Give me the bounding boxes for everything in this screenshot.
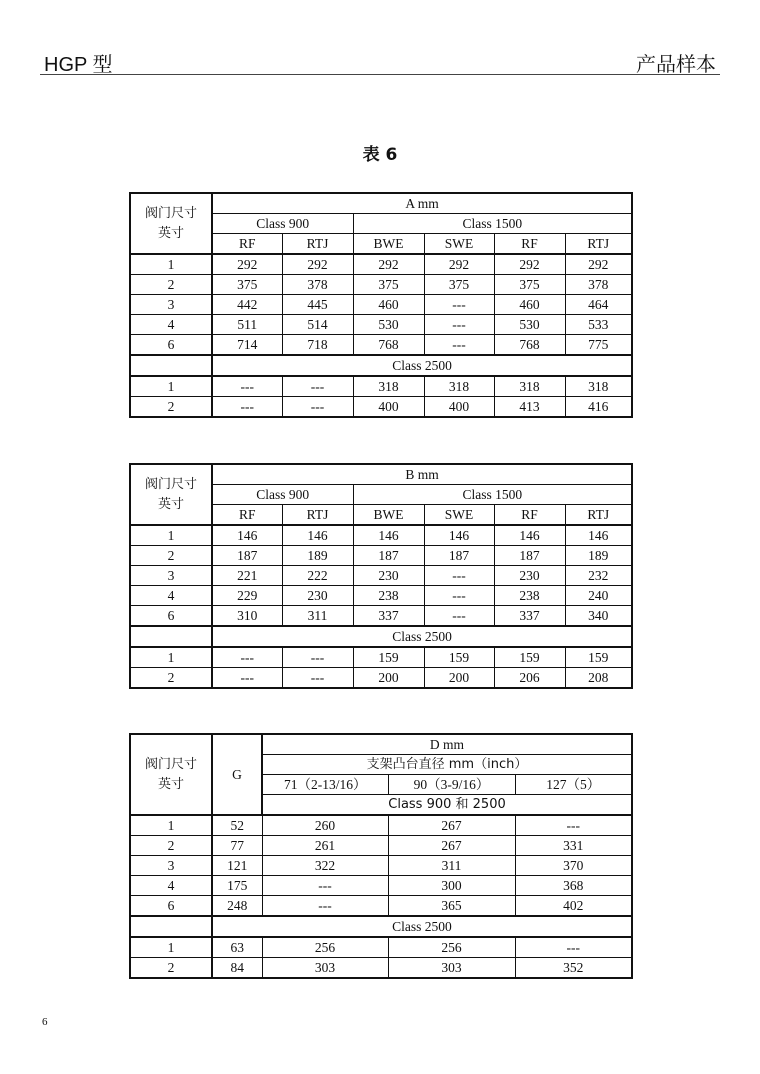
value-cell: 222: [282, 566, 353, 586]
value-cell: 303: [262, 958, 388, 979]
value-cell: 530: [494, 315, 565, 335]
table-row: [130, 958, 632, 979]
value-cell: 159: [494, 647, 565, 668]
value-cell: 331: [515, 836, 632, 856]
value-cell: ---: [282, 397, 353, 418]
column-header: SWE: [424, 234, 494, 255]
value-cell: 337: [494, 606, 565, 627]
size-cell: 2: [130, 668, 212, 689]
value-cell: 230: [353, 566, 424, 586]
size-cell: 2: [130, 836, 212, 856]
header-rule: [40, 74, 720, 75]
value-cell: 378: [565, 275, 632, 295]
size-cell: 1: [130, 815, 212, 836]
value-cell: ---: [424, 315, 494, 335]
size-cell: 1: [130, 254, 212, 275]
size-cell: 4: [130, 586, 212, 606]
value-cell: ---: [212, 668, 282, 689]
page-number: 6: [42, 1016, 48, 1028]
table-title: B mm: [212, 464, 632, 485]
value-cell: 240: [565, 586, 632, 606]
value-cell: ---: [282, 668, 353, 689]
column-header: 127（5）: [515, 775, 632, 795]
table-row: [130, 566, 632, 586]
size-cell: 1: [130, 525, 212, 546]
column-header: RTJ: [565, 234, 632, 255]
g-cell: 121: [212, 856, 262, 876]
value-cell: 189: [565, 546, 632, 566]
value-cell: 238: [494, 586, 565, 606]
value-cell: 400: [353, 397, 424, 418]
class-header: Class 1500: [353, 214, 632, 234]
value-cell: 267: [388, 836, 515, 856]
value-cell: 208: [565, 668, 632, 689]
page-title: 表 6: [362, 145, 398, 165]
table-row: [130, 525, 632, 546]
g-header: G: [212, 734, 262, 815]
value-cell: ---: [424, 586, 494, 606]
value-cell: ---: [424, 606, 494, 627]
value-cell: 146: [494, 525, 565, 546]
value-cell: 146: [565, 525, 632, 546]
size-cell: 1: [130, 937, 212, 958]
value-cell: 460: [353, 295, 424, 315]
header-catalog: 产品样本: [636, 52, 716, 76]
value-cell: 200: [424, 668, 494, 689]
value-cell: 530: [353, 315, 424, 335]
value-cell: 511: [212, 315, 282, 335]
value-cell: 375: [212, 275, 282, 295]
class-header: Class 2500: [212, 916, 632, 937]
value-cell: 340: [565, 606, 632, 627]
table-a: [129, 192, 633, 418]
value-cell: 514: [282, 315, 353, 335]
g-cell: 63: [212, 937, 262, 958]
value-cell: 768: [353, 335, 424, 356]
value-cell: 292: [424, 254, 494, 275]
value-cell: 187: [424, 546, 494, 566]
table-row: [130, 295, 632, 315]
value-cell: ---: [424, 566, 494, 586]
column-header: RF: [212, 505, 282, 526]
size-cell: 3: [130, 295, 212, 315]
g-cell: 52: [212, 815, 262, 836]
value-cell: 292: [282, 254, 353, 275]
column-header: RF: [494, 505, 565, 526]
value-cell: 256: [262, 937, 388, 958]
class-header: Class 1500: [353, 485, 632, 505]
table-d: [129, 733, 633, 979]
header-model: HGP 型: [44, 54, 113, 76]
table-row: [130, 876, 632, 896]
size-header: 阀门尺寸 英寸: [130, 193, 212, 254]
value-cell: 146: [282, 525, 353, 546]
value-cell: 221: [212, 566, 282, 586]
value-cell: 402: [515, 896, 632, 917]
value-cell: 318: [424, 376, 494, 397]
value-cell: 375: [353, 275, 424, 295]
table-row: [130, 546, 632, 566]
value-cell: 370: [515, 856, 632, 876]
value-cell: 442: [212, 295, 282, 315]
column-header: SWE: [424, 505, 494, 526]
table-row: [130, 397, 632, 418]
size-header: 阀门尺寸 英寸: [130, 464, 212, 525]
size-cell: 1: [130, 376, 212, 397]
table-row: [130, 836, 632, 856]
value-cell: ---: [262, 876, 388, 896]
table-row: [130, 275, 632, 295]
size-cell: 2: [130, 546, 212, 566]
value-cell: 206: [494, 668, 565, 689]
value-cell: 260: [262, 815, 388, 836]
value-cell: 375: [494, 275, 565, 295]
class-header: Class 2500: [212, 626, 632, 647]
size-cell: 4: [130, 876, 212, 896]
g-cell: 77: [212, 836, 262, 856]
value-cell: 187: [212, 546, 282, 566]
value-cell: 460: [494, 295, 565, 315]
column-header: RTJ: [565, 505, 632, 526]
value-cell: 187: [353, 546, 424, 566]
column-header: RF: [212, 234, 282, 255]
column-header: 71（2-13/16）: [262, 775, 388, 795]
table-row: [130, 815, 632, 836]
value-cell: 768: [494, 335, 565, 356]
table-row: [130, 856, 632, 876]
value-cell: 714: [212, 335, 282, 356]
value-cell: 318: [494, 376, 565, 397]
value-cell: 464: [565, 295, 632, 315]
column-header: RTJ: [282, 234, 353, 255]
table-row: [130, 937, 632, 958]
value-cell: 311: [282, 606, 353, 627]
value-cell: 146: [353, 525, 424, 546]
value-cell: ---: [212, 397, 282, 418]
column-header: RF: [494, 234, 565, 255]
g-cell: 84: [212, 958, 262, 979]
value-cell: 322: [262, 856, 388, 876]
table-row: [130, 335, 632, 356]
value-cell: 337: [353, 606, 424, 627]
size-cell: 2: [130, 275, 212, 295]
value-cell: 189: [282, 546, 353, 566]
value-cell: 352: [515, 958, 632, 979]
value-cell: 311: [388, 856, 515, 876]
value-cell: 378: [282, 275, 353, 295]
value-cell: 256: [388, 937, 515, 958]
value-cell: 368: [515, 876, 632, 896]
value-cell: 146: [212, 525, 282, 546]
value-cell: 292: [212, 254, 282, 275]
value-cell: 375: [424, 275, 494, 295]
value-cell: 232: [565, 566, 632, 586]
value-cell: 775: [565, 335, 632, 356]
table-row: [130, 668, 632, 689]
value-cell: 303: [388, 958, 515, 979]
g-cell: 248: [212, 896, 262, 917]
value-cell: ---: [282, 376, 353, 397]
table-subtitle: 支架凸台直径 mm（inch）: [262, 755, 632, 775]
table-title: D mm: [262, 734, 632, 755]
table-row: [130, 315, 632, 335]
table-row: [130, 606, 632, 627]
g-cell: 175: [212, 876, 262, 896]
value-cell: 159: [565, 647, 632, 668]
size-cell: 3: [130, 566, 212, 586]
size-cell: 1: [130, 647, 212, 668]
value-cell: 159: [353, 647, 424, 668]
value-cell: 416: [565, 397, 632, 418]
value-cell: 365: [388, 896, 515, 917]
size-cell: 6: [130, 606, 212, 627]
empty-cell: [130, 916, 212, 937]
value-cell: 310: [212, 606, 282, 627]
value-cell: 187: [494, 546, 565, 566]
value-cell: ---: [212, 647, 282, 668]
empty-cell: [130, 355, 212, 376]
class-header: Class 900 和 2500: [262, 795, 632, 816]
table-row: [130, 254, 632, 275]
value-cell: 261: [262, 836, 388, 856]
table-row: [130, 586, 632, 606]
value-cell: 238: [353, 586, 424, 606]
table-title: A mm: [212, 193, 632, 214]
table-b: [129, 463, 633, 689]
size-cell: 6: [130, 896, 212, 917]
value-cell: ---: [424, 295, 494, 315]
value-cell: 230: [494, 566, 565, 586]
column-header: BWE: [353, 505, 424, 526]
value-cell: 400: [424, 397, 494, 418]
class-header: Class 900: [212, 485, 353, 505]
value-cell: 292: [494, 254, 565, 275]
value-cell: 230: [282, 586, 353, 606]
size-cell: 6: [130, 335, 212, 356]
column-header: BWE: [353, 234, 424, 255]
value-cell: 159: [424, 647, 494, 668]
size-header: 阀门尺寸 英寸: [130, 734, 212, 815]
value-cell: ---: [282, 647, 353, 668]
empty-cell: [130, 626, 212, 647]
size-cell: 2: [130, 958, 212, 979]
value-cell: 200: [353, 668, 424, 689]
column-header: RTJ: [282, 505, 353, 526]
table-row: [130, 647, 632, 668]
value-cell: 318: [565, 376, 632, 397]
size-cell: 4: [130, 315, 212, 335]
value-cell: ---: [515, 815, 632, 836]
value-cell: ---: [424, 335, 494, 356]
size-cell: 3: [130, 856, 212, 876]
value-cell: 533: [565, 315, 632, 335]
column-header: 90（3-9/16）: [388, 775, 515, 795]
value-cell: 300: [388, 876, 515, 896]
value-cell: 292: [565, 254, 632, 275]
value-cell: ---: [515, 937, 632, 958]
size-cell: 2: [130, 397, 212, 418]
value-cell: 413: [494, 397, 565, 418]
value-cell: 267: [388, 815, 515, 836]
table-row: [130, 896, 632, 917]
table-row: [130, 376, 632, 397]
value-cell: ---: [262, 896, 388, 917]
value-cell: 146: [424, 525, 494, 546]
value-cell: 445: [282, 295, 353, 315]
value-cell: 229: [212, 586, 282, 606]
class-header: Class 2500: [212, 355, 632, 376]
value-cell: 718: [282, 335, 353, 356]
value-cell: 292: [353, 254, 424, 275]
value-cell: ---: [212, 376, 282, 397]
value-cell: 318: [353, 376, 424, 397]
class-header: Class 900: [212, 214, 353, 234]
